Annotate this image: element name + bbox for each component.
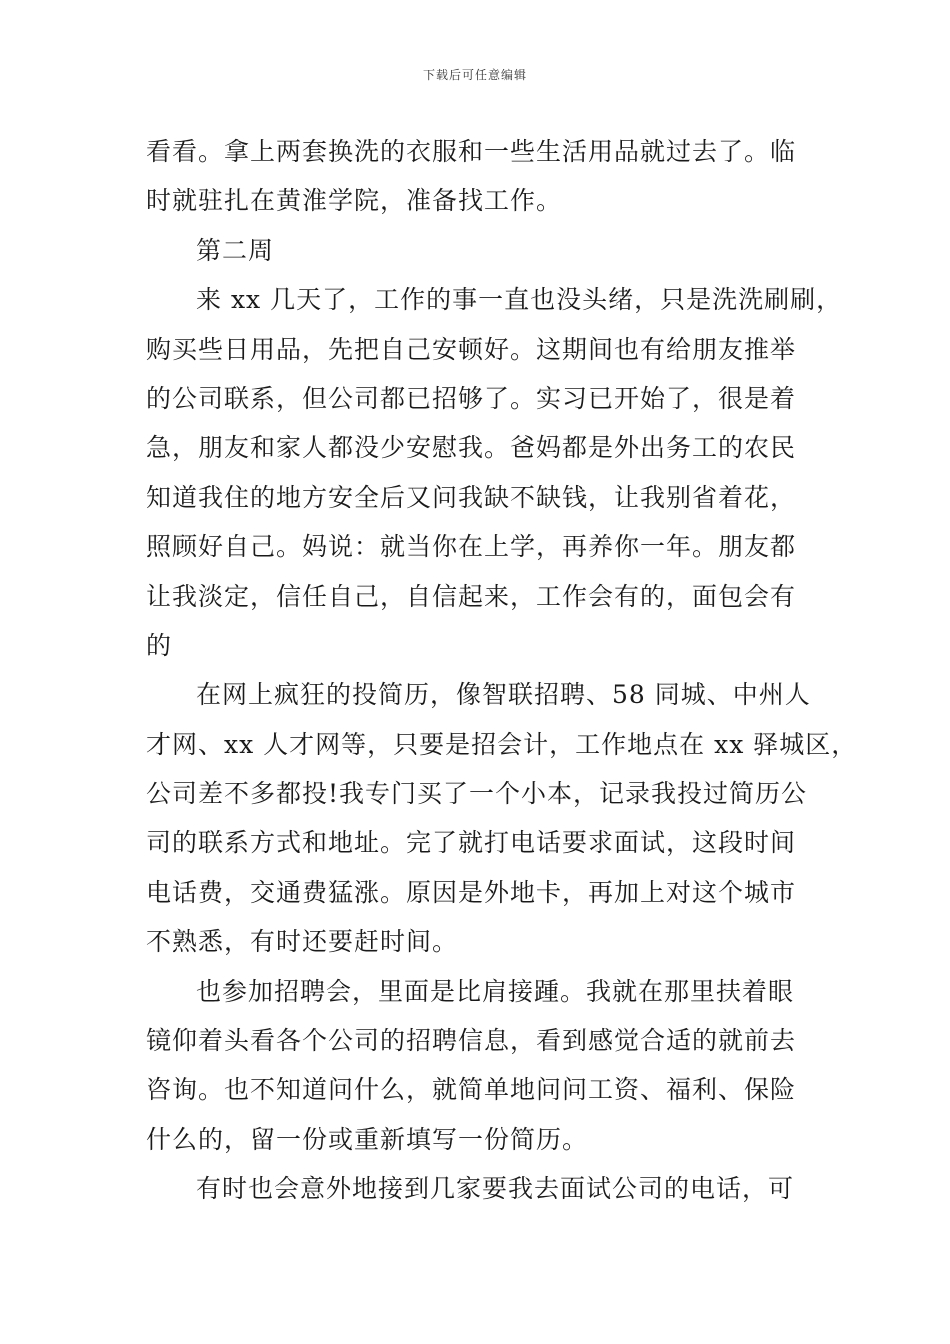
text-line: 有时也会意外地接到几家要我去面试公司的电话，可 [196,1174,795,1204]
text-line: 让我淡定，信任自己，自信起来，工作会有的，面包会有 [146,581,797,611]
text-line: 看看。拿上两套换洗的衣服和一些生活用品就过去了。临 [146,137,797,166]
text-line: 照顾好自己。妈说：就当你在上学，再养你一年。朋友都 [146,532,797,562]
text-line: 时就驻扎在黄淮学院，准备找工作。 [146,186,563,216]
page-header: 下载后可任意编辑 [422,68,527,82]
text-line: 什么的，留一份或重新填写一份简历。 [146,1124,589,1154]
text-line: 电话费，交通费猛涨。原因是外地卡，再加上对这个城市 [146,877,797,907]
text-line: 不熟悉，有时还要赶时间。 [146,927,459,957]
document-body [146,127,858,1214]
text-line: 知道我住的地方安全后又问我缺不缺钱，让我别省着花， [146,482,797,512]
text-line: 也参加招聘会，里面是比肩接踵。我就在那里扶着眼 [196,976,795,1006]
text-line: 司的联系方式和地址。完了就打电话要求面试，这段时间 [146,828,797,858]
text-line: 的 [146,630,173,660]
section-heading: 第二周 [196,235,275,265]
text-line: 才网、xx 人才网等，只要是招会计，工作地点在 xx 驿城区， [146,729,858,759]
text-line: 来 xx 几天了，工作的事一直也没头绪，只是洗洗刷刷， [196,285,843,315]
text-line: 镜仰着头看各个公司的招聘信息，看到感觉合适的就前去 [146,1026,797,1056]
text-line: 在网上疯狂的投简历，像智联招聘、58 同城、中州人 [196,680,811,710]
text-line: 购买些日用品，先把自己安顿好。这期间也有给朋友推举 [146,334,797,364]
text-line: 急，朋友和家人都没少安慰我。爸妈都是外出务工的农民 [146,433,797,463]
text-line: 公司差不多都投!我专门买了一个小本，记录我投过简历公 [146,779,808,809]
text-line: 咨询。也不知道问什么，就简单地问问工资、福利、保险 [146,1075,797,1105]
text-line: 的公司联系，但公司都已招够了。实习已开始了，很是着 [146,383,797,413]
